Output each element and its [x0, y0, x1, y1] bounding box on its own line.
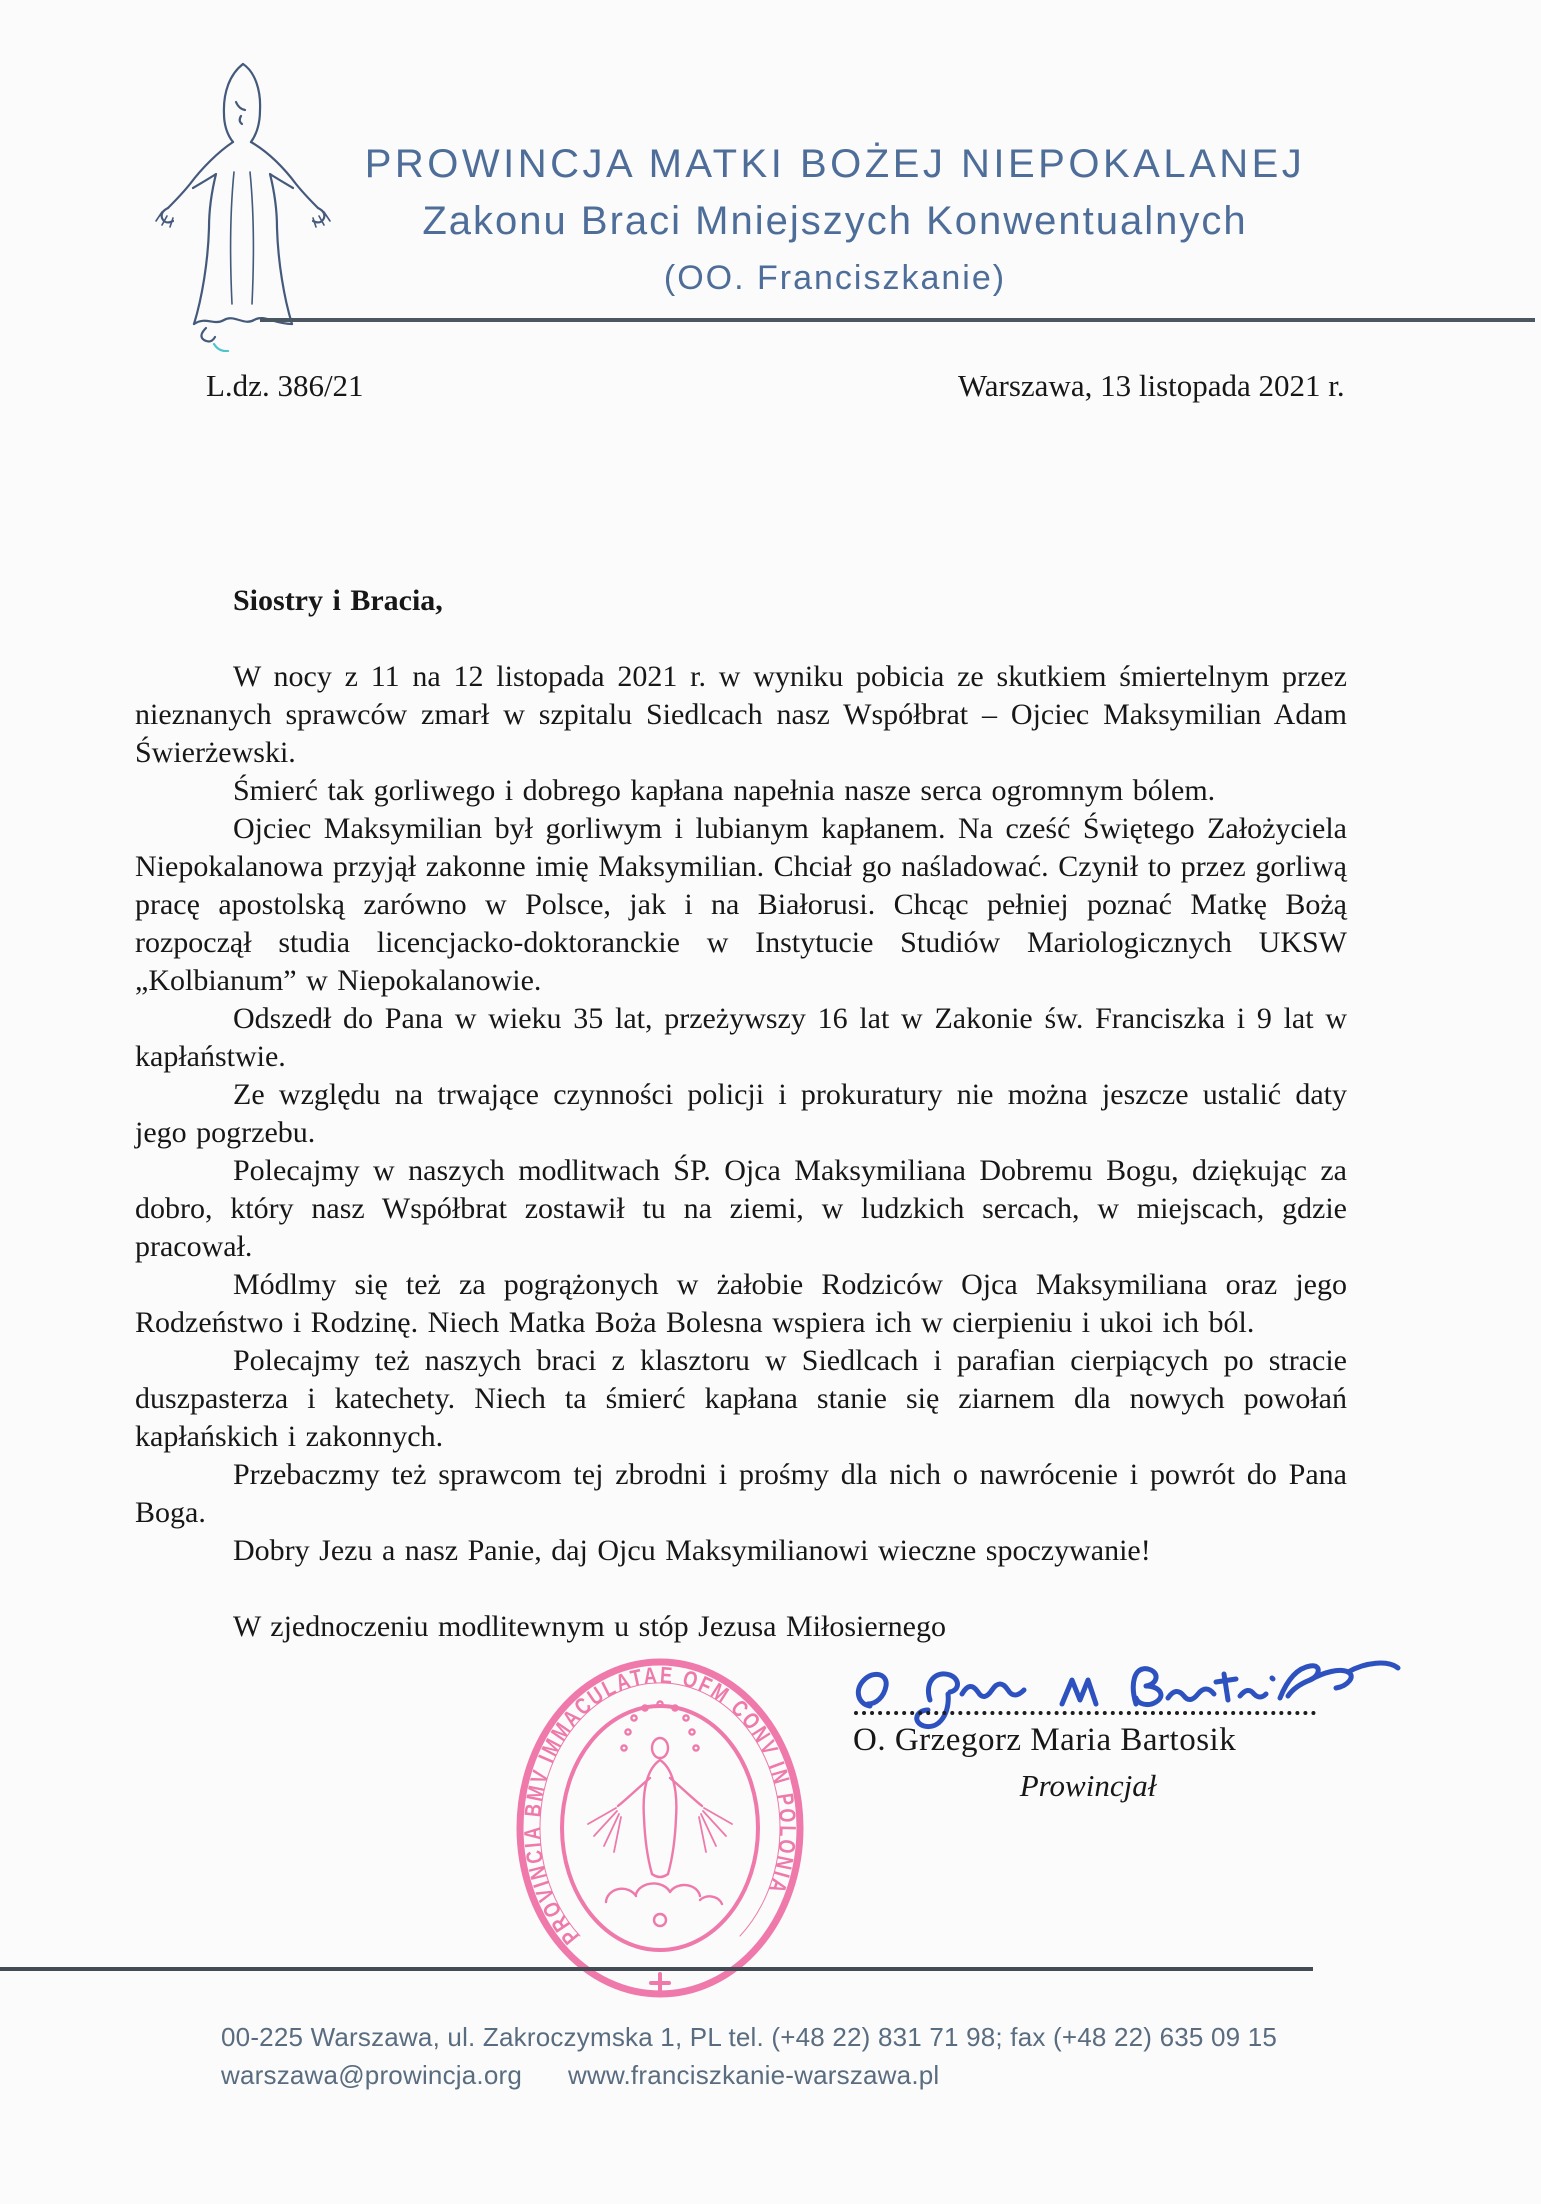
- letter-paragraph: Módlmy się też za pogrążonych w żałobie Rodziców Ojca Maksymiliana oraz jego Rodzeństwo i Rodzinę. Niech Matka Boża Bolesna wspiera ich w cierpieniu i ukoi ich ból.: [135, 1268, 1347, 1339]
- footer-divider: [0, 1967, 1313, 1971]
- letterhead: [330, 136, 1340, 306]
- header-divider: [260, 318, 1535, 322]
- stamp-cross-icon: [651, 1974, 669, 1992]
- spacer: [135, 620, 1347, 658]
- place-and-date: Warszawa, 13 listopada 2021 r.: [958, 368, 1345, 403]
- footer-website: www.franciszkanie-warszawa.pl: [568, 2060, 940, 2090]
- letter-paragraph: Przebaczmy też sprawcom tej zbrodni i prośmy dla nich o nawrócenie i powrót do Pana Boga.: [135, 1458, 1347, 1529]
- madonna-logo-icon: [148, 52, 338, 352]
- reference-number: L.dz. 386/21: [206, 368, 364, 403]
- org-name-line3: (OO. Franciszkanie): [663, 259, 1007, 297]
- footer-address-line: 00-225 Warszawa, ul. Zakroczymska 1, PL tel. (+48 22) 831 71 98; fax (+48 22) 635 09 15: [221, 2022, 1278, 2052]
- signatory-name: O. Grzegorz Maria Bartosik: [853, 1722, 1237, 1758]
- org-name-line1: PROWINCJA MATKI BOŻEJ NIEPOKALANEJ: [364, 142, 1306, 186]
- letter-paragraph: Ojciec Maksymilian był gorliwym i lubianym kapłanem. Na cześć Świętego Założyciela Niepokalanowa przyjął zakonne imię Maksymilian. Chciał go naśladować. Czynił to przez gorliwą pracę apostolską zarówno w Polsce, jak i na Białorusi. Chcąc pełniej poznać Matkę Bożą rozpoczął studia licencjacko-doktoranckie w Instytucie Studiów Mariologicznych UKSW „Kolbianum” w Niepokalanowie.: [135, 812, 1347, 997]
- letter-paragraph: Polecajmy też naszych braci z klasztoru w Siedlcach i parafian cierpiących po stracie duszpasterza i katechety. Niech ta śmierć kapłana stanie się ziarnem dla nowych powołań kapłańskich i zakonnych.: [135, 1344, 1347, 1453]
- spacer: [135, 1570, 1347, 1608]
- footer-email: warszawa@prowincja.org: [221, 2060, 523, 2090]
- letter-paragraph: Śmierć tak gorliwego i dobrego kapłana napełnia nasze serca ogromnym bólem.: [233, 774, 1216, 807]
- salutation: Siostry i Bracia,: [233, 584, 443, 617]
- closing-line: W zjednoczeniu modlitewnym u stóp Jezusa Miłosiernego: [233, 1610, 946, 1643]
- letter-paragraph: Dobry Jezu a nasz Panie, daj Ojcu Maksymilianowi wieczne spoczywanie!: [233, 1534, 1151, 1567]
- letter-paragraph: Ze względu na trwające czynności policji i prokuratury nie można jeszcze ustalić daty jego pogrzebu.: [135, 1078, 1347, 1149]
- org-name-line2: Zakonu Braci Mniejszych Konwentualnych: [422, 199, 1248, 243]
- provincial-stamp: [514, 1656, 806, 2000]
- signatory-title: Prowincjał: [1019, 1768, 1157, 1803]
- letter-paragraph: Polecajmy w naszych modlitwach ŚP. Ojca Maksymiliana Dobremu Bogu, dziękując za dobro, który nasz Współbrat zostawił tu na ziemi, w ludzkich sercach, w miejscach, gdzie pracował.: [135, 1154, 1347, 1263]
- footer: [221, 2018, 1401, 2094]
- letter-paragraph: W nocy z 11 na 12 listopada 2021 r. w wyniku pobicia ze skutkiem śmiertelnym przez nieznanych sprawców zmarł w szpitalu Siedlcach nasz Współbrat – Ojciec Maksymilian Adam Świerżewski.: [135, 660, 1347, 769]
- letter-paragraph: Odszedł do Pana w wieku 35 lat, przeżywszy 16 lat w Zakonie św. Franciszka i 9 lat w kapłaństwie.: [135, 1002, 1347, 1073]
- footer-contact-line: [221, 2056, 1401, 2094]
- letter-body: [135, 582, 1347, 1646]
- stamp-ring-text: PROVINCIA BMV IMMACULATAE OFM CONV IN POLONIA: [518, 1661, 802, 1950]
- stamp-madonna-icon: [588, 1701, 732, 1926]
- signature-dotted-line: [854, 1711, 1316, 1715]
